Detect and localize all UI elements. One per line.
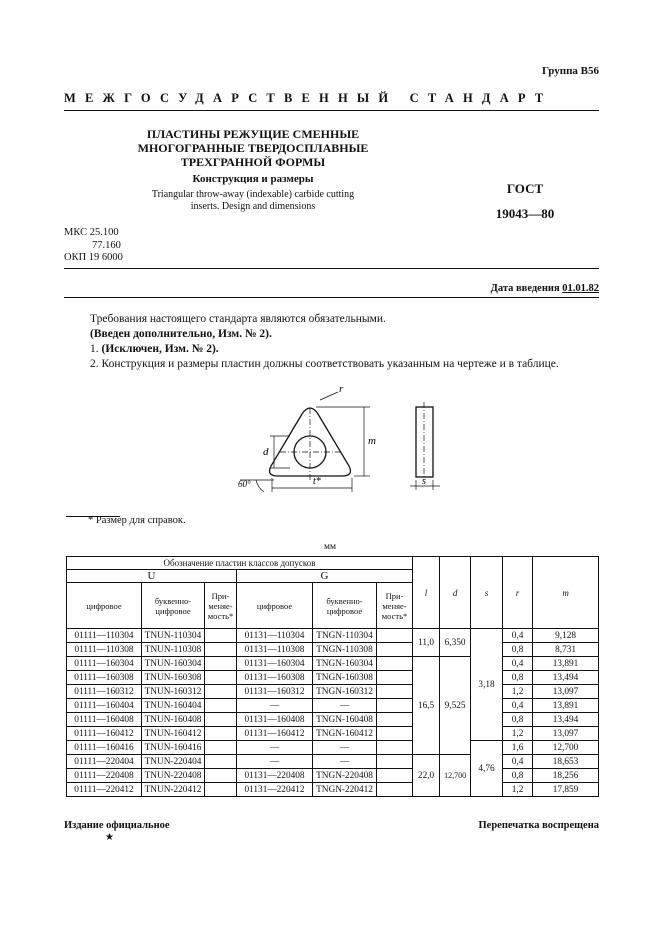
table-cell: TNGN-220408 (313, 769, 377, 783)
table-cell: TNGN-160408 (313, 713, 377, 727)
table-row (67, 657, 599, 671)
table-cell: 01111—160308 (67, 671, 142, 685)
gost-block (480, 176, 570, 226)
dimensions-table (66, 556, 599, 797)
table-cell: 8,731 (533, 643, 599, 657)
table-row (67, 727, 599, 741)
table-cell: 0,4 (503, 755, 533, 769)
header-class-g: G (237, 570, 413, 583)
star-icon: ★ (105, 832, 114, 843)
header-class-u: U (67, 570, 237, 583)
title-line-2: МНОГОГРАННЫЕ ТВЕРДОСПЛАВНЫЕ (137, 141, 369, 155)
table-cell: TNGN-160312 (313, 685, 377, 699)
l-value-1: 11,0 (413, 629, 440, 657)
table-cell (377, 643, 413, 657)
d-value-1: 6,350 (440, 629, 471, 657)
date-label: Дата введения (490, 283, 560, 294)
table-cell (377, 713, 413, 727)
table-cell: 0,4 (503, 699, 533, 713)
insert-drawing (230, 380, 450, 500)
table-cell: 01131—160308 (237, 671, 313, 685)
table-row (67, 629, 599, 643)
table-cell: 1,2 (503, 685, 533, 699)
table-cell: 0,8 (503, 713, 533, 727)
table-cell: 01111—110304 (67, 629, 142, 643)
table-cell: 9,128 (533, 629, 599, 643)
header-m: m (533, 557, 599, 629)
table-cell: 01131—220412 (237, 783, 313, 797)
table-cell (377, 769, 413, 783)
table-cell: 13,494 (533, 713, 599, 727)
table-cell: 01131—160304 (237, 657, 313, 671)
mks-code: МКС 25.100 (64, 227, 119, 238)
table-cell: 0,8 (503, 769, 533, 783)
table-cell: 01131—160312 (237, 685, 313, 699)
table-row (67, 685, 599, 699)
table-cell (377, 671, 413, 685)
section-rule (64, 268, 599, 269)
date-value: 01.01.82 (562, 283, 599, 294)
table-cell: TNUN-160304 (142, 657, 205, 671)
paragraph-1-text: (Исключен, Изм. № 2). (101, 343, 219, 355)
table-cell: 0,4 (503, 657, 533, 671)
table-cell: TNUN-160416 (142, 741, 205, 755)
l-value-3: 22,0 (413, 755, 440, 797)
table-cell: 18,653 (533, 755, 599, 769)
effective-date (491, 283, 599, 294)
table-cell: 13,097 (533, 685, 599, 699)
table-cell (205, 769, 237, 783)
table-cell (377, 741, 413, 755)
table-cell (377, 629, 413, 643)
table-cell: 01111—220404 (67, 755, 142, 769)
table-cell: TNGN-220412 (313, 783, 377, 797)
group-code: Группа В56 (541, 65, 599, 77)
table-cell: TNGN-110308 (313, 643, 377, 657)
table-cell: 01131—220408 (237, 769, 313, 783)
table-cell: TNUN-160412 (142, 727, 205, 741)
table-cell: TNUN-160312 (142, 685, 205, 699)
header-designation: Обозначение пластин классов допусков (67, 557, 413, 570)
header-u-digital: цифровое (67, 583, 142, 629)
official-edition: Издание официальное (64, 820, 170, 831)
paragraph-2: 2. Конструкция и размеры пластин должны соответствовать указанным на чертеже и в таблице. (90, 358, 559, 370)
table-cell (205, 713, 237, 727)
reprint-prohibited: Перепечатка воспрещена (478, 820, 599, 831)
table-cell (377, 755, 413, 769)
paragraph-amendment: (Введен дополнительно, Изм. № 2). (90, 328, 272, 340)
table-cell: TNUN-110304 (142, 629, 205, 643)
table-cell: 01131—110304 (237, 629, 313, 643)
english-title-2: inserts. Design and dimensions (190, 201, 316, 212)
table-cell: 17,859 (533, 783, 599, 797)
okp-code: ОКП 19 6000 (64, 252, 123, 263)
table-cell: 13,891 (533, 699, 599, 713)
gost-number: 19043—80 (495, 206, 555, 221)
table-cell: 01111—110308 (67, 643, 142, 657)
table-cell: TNGN-160308 (313, 671, 377, 685)
table-cell: 0,8 (503, 671, 533, 685)
table-cell (205, 671, 237, 685)
table-cell (377, 657, 413, 671)
table-cell: TNGN-110304 (313, 629, 377, 643)
table-cell (205, 643, 237, 657)
side-view-outline (416, 407, 433, 477)
label-d: d (263, 446, 269, 458)
table-cell (205, 699, 237, 713)
header-rule (64, 110, 599, 111)
label-t: t* (313, 476, 321, 487)
date-rule (64, 297, 599, 298)
table-cell (205, 629, 237, 643)
table-cell: 01111—220408 (67, 769, 142, 783)
english-title-1: Triangular throw-away (indexable) carbide cutting (151, 189, 355, 200)
paragraph-1 (90, 343, 219, 355)
table-cell: 12,700 (533, 741, 599, 755)
title-line-1: ПЛАСТИНЫ РЕЖУЩИЕ СМЕННЫЕ (146, 127, 360, 141)
header-u-alpha: буквенно-цифровое (142, 583, 205, 629)
table-cell: 13,097 (533, 727, 599, 741)
subtitle: Конструкция и размеры (192, 173, 314, 185)
table-cell: 1,2 (503, 727, 533, 741)
table-cell: 1,2 (503, 783, 533, 797)
table-cell: 18,256 (533, 769, 599, 783)
table-cell: 1,6 (503, 741, 533, 755)
label-angle: 60° (238, 479, 251, 489)
d-value-2: 9,525 (440, 657, 471, 755)
header-l: l (413, 557, 440, 629)
table-cell: — (237, 699, 313, 713)
title-line-3: ТРЕХГРАННОЙ ФОРМЫ (180, 155, 326, 169)
standard-banner: МЕЖГОСУДАРСТВЕННЫЙ СТАНДАРТ (64, 91, 553, 105)
table-row (67, 643, 599, 657)
table-cell: TNUN-220408 (142, 769, 205, 783)
table-cell: 01111—160404 (67, 699, 142, 713)
title-block (118, 127, 388, 213)
table-cell (377, 783, 413, 797)
table-row (67, 713, 599, 727)
table-cell (205, 727, 237, 741)
header-g-digital: цифровое (237, 583, 313, 629)
s-value-1: 3,18 (471, 629, 503, 741)
paragraph-mandatory: Требования настоящего стандарта являются обязательными. (90, 313, 386, 325)
d-value-3: 12,700 (440, 755, 471, 797)
table-cell (205, 783, 237, 797)
table-cell: — (237, 741, 313, 755)
mks-code-2: 77.160 (92, 239, 121, 251)
table-cell: 01131—110308 (237, 643, 313, 657)
table-cell (205, 755, 237, 769)
label-s: s (422, 476, 426, 487)
table-cell: TNUN-160408 (142, 713, 205, 727)
header-s: s (471, 557, 503, 629)
table-row (67, 783, 599, 797)
table-cell: — (237, 755, 313, 769)
table-cell: — (313, 755, 377, 769)
paragraph-1-number: 1. (90, 343, 99, 355)
gost-label: ГОСТ (506, 181, 544, 196)
table-cell: 13,891 (533, 657, 599, 671)
table-cell: TNGN-160304 (313, 657, 377, 671)
table-cell: 01111—220412 (67, 783, 142, 797)
table-cell (205, 741, 237, 755)
header-g-note: При-меняе-мость* (377, 583, 413, 629)
table-cell (377, 699, 413, 713)
footnote: * Размер для справок. (88, 515, 186, 526)
table-cell: 01131—160408 (237, 713, 313, 727)
table-cell: 13,494 (533, 671, 599, 685)
table-cell: TNGN-160412 (313, 727, 377, 741)
unit-label: мм (324, 542, 337, 552)
table-cell (205, 657, 237, 671)
s-value-2: 4,76 (471, 741, 503, 797)
table-row (67, 769, 599, 783)
table-cell: TNUN-160404 (142, 699, 205, 713)
table-cell: TNUN-220404 (142, 755, 205, 769)
header-r: r (503, 557, 533, 629)
table-cell: — (313, 741, 377, 755)
header-g-alpha: буквенно-цифровое (313, 583, 377, 629)
header-u-note: При-меняе-мость* (205, 583, 237, 629)
table-cell (205, 685, 237, 699)
table-cell (377, 727, 413, 741)
table-cell: 01111—160412 (67, 727, 142, 741)
label-r: r (339, 383, 344, 395)
table-row (67, 755, 599, 769)
table-row (67, 671, 599, 685)
table-cell: 01111—160304 (67, 657, 142, 671)
table-row (67, 699, 599, 713)
table-cell: 0,8 (503, 643, 533, 657)
table-cell: TNUN-160308 (142, 671, 205, 685)
table-cell: 0,4 (503, 629, 533, 643)
header-d: d (440, 557, 471, 629)
table-cell (377, 685, 413, 699)
label-m: m (368, 435, 376, 447)
table-cell: TNUN-110308 (142, 643, 205, 657)
table-row (67, 741, 599, 755)
classification-codes (64, 227, 123, 265)
table-cell: 01111—160312 (67, 685, 142, 699)
table-cell: 01131—160412 (237, 727, 313, 741)
table-cell: 01111—160408 (67, 713, 142, 727)
l-value-2: 16,5 (413, 657, 440, 755)
table-cell: — (313, 699, 377, 713)
table-cell: 01111—160416 (67, 741, 142, 755)
table-cell: TNUN-220412 (142, 783, 205, 797)
